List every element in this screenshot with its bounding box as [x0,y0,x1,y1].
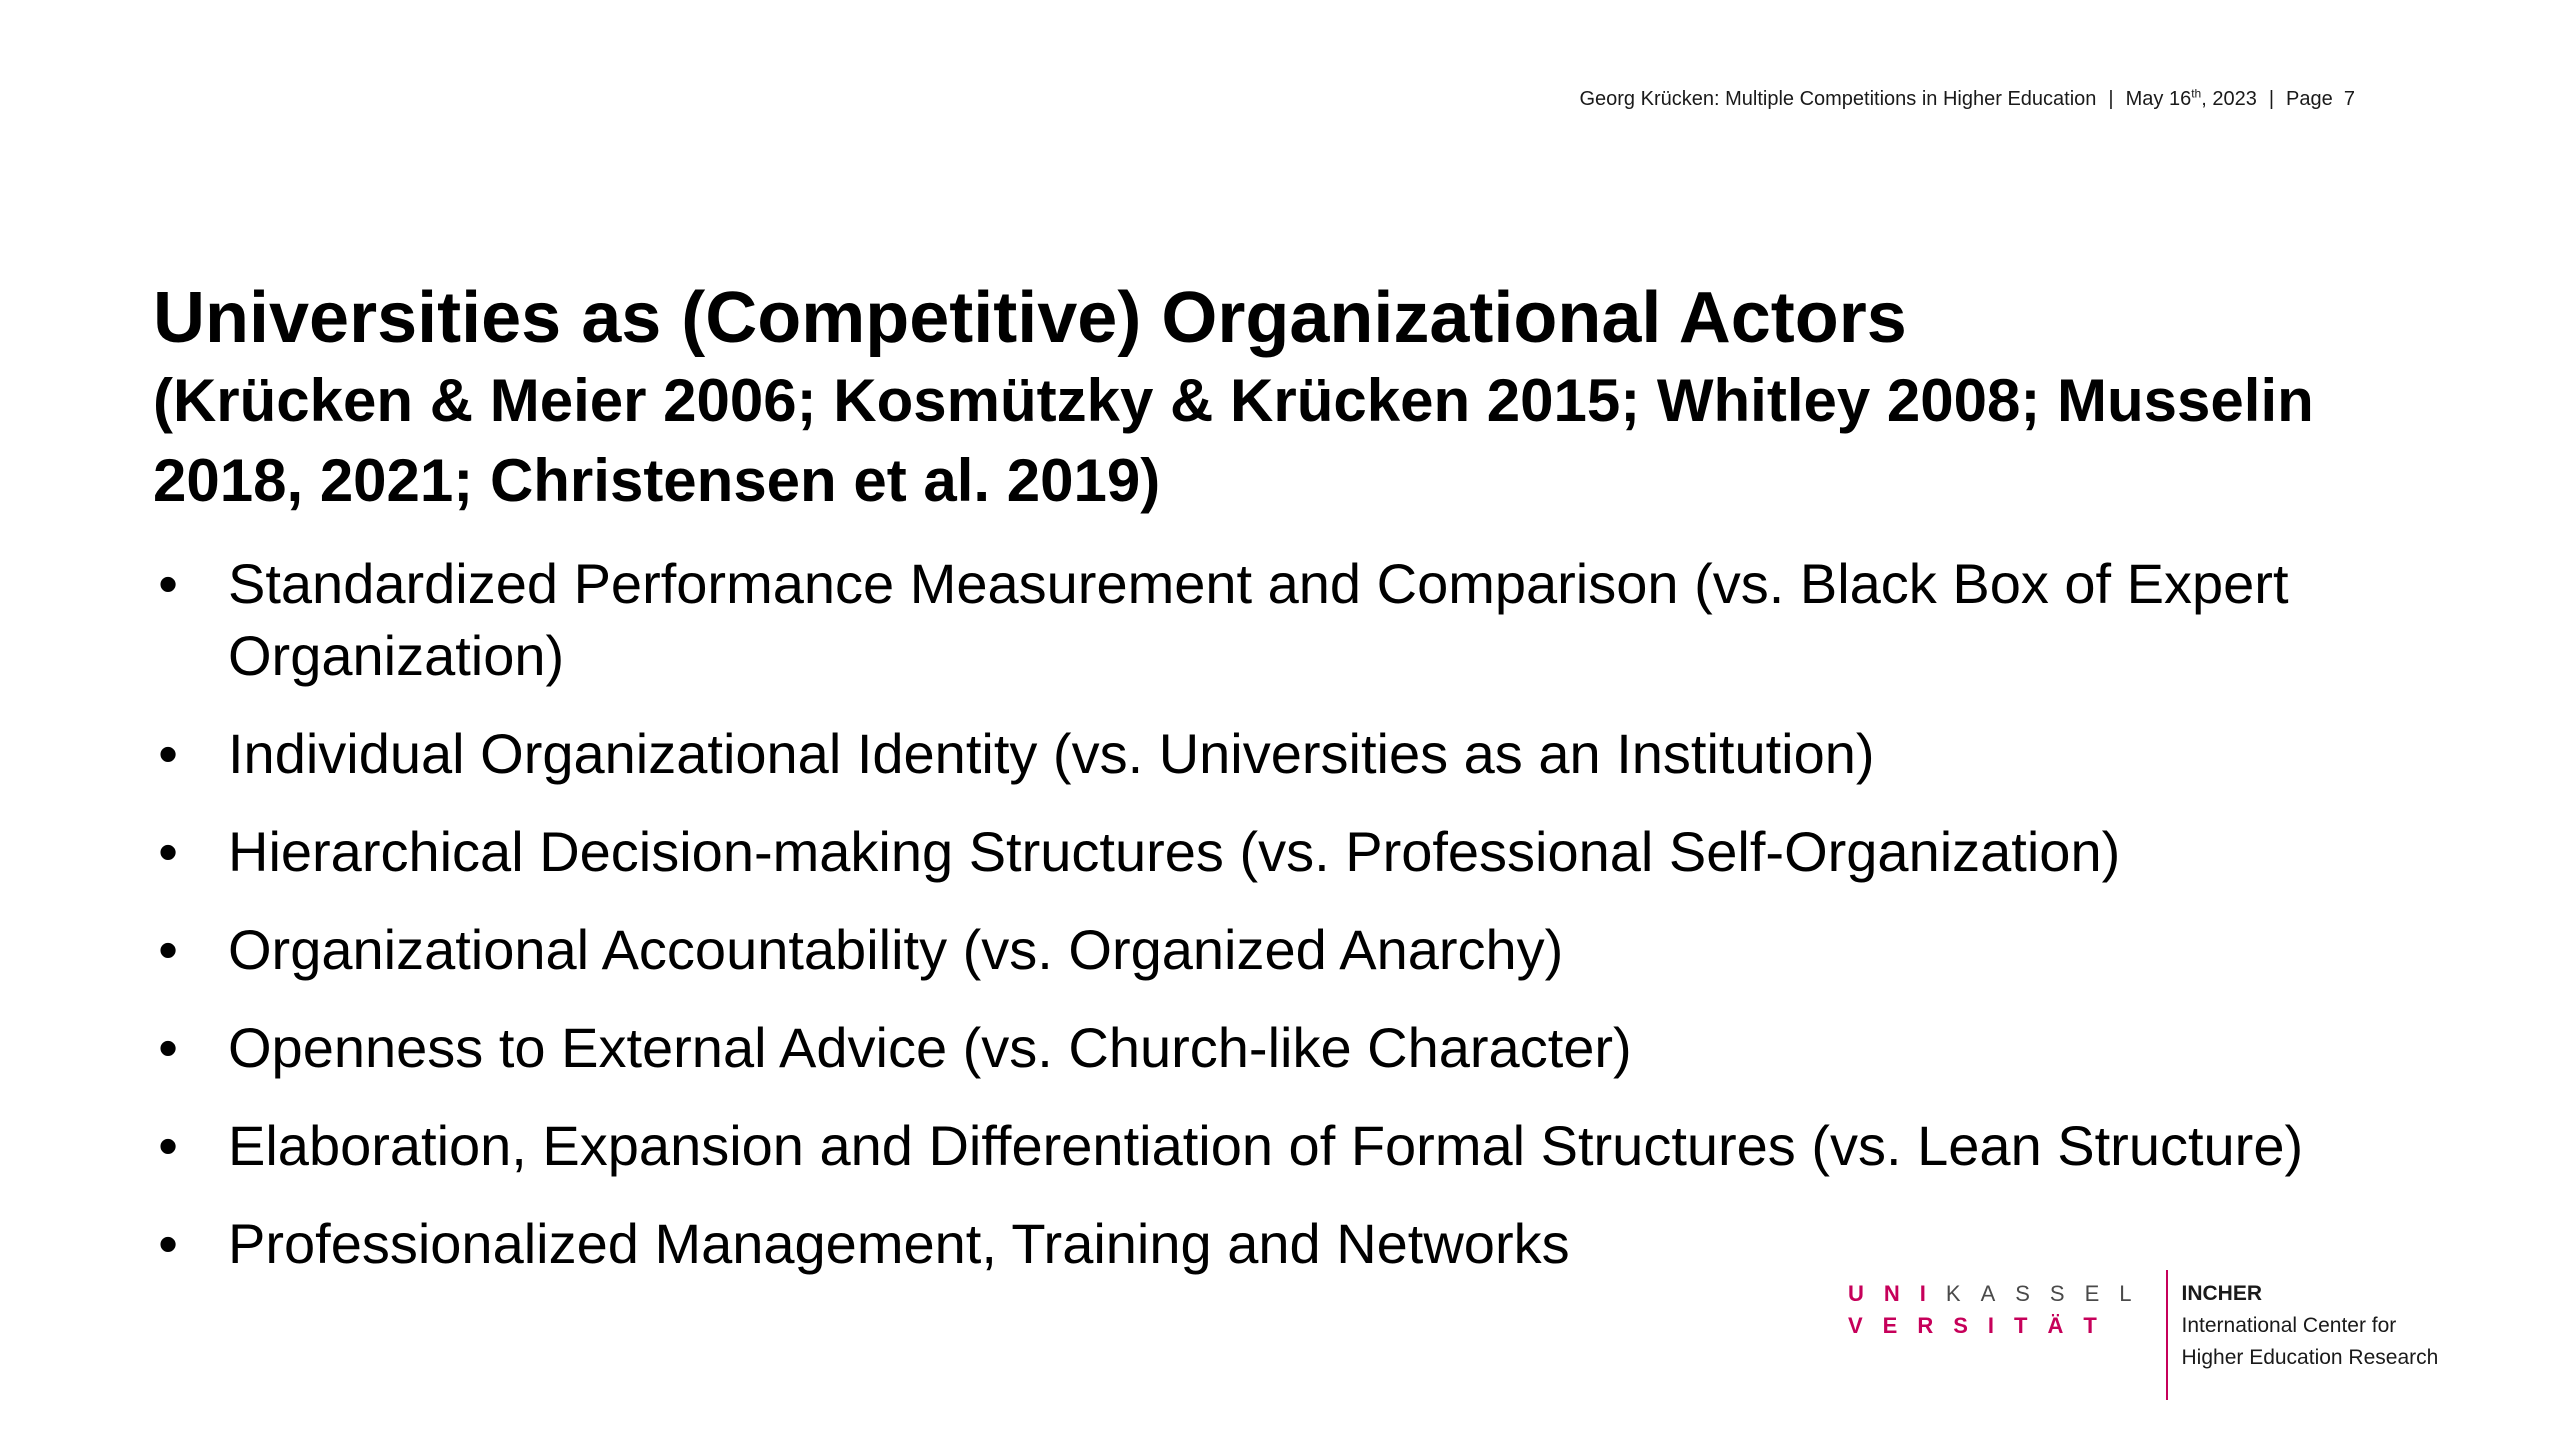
uni-kassel-wordmark [1848,1270,2166,1400]
incher-line-1: International Center for [2181,1314,2397,1337]
bullet-item [153,914,2453,986]
bullet-text: Professionalized Management, Training and Networks [228,1212,1570,1275]
header-page-number: 7 [2343,88,2355,110]
header-date [2126,88,2257,111]
bullet-marker: • [158,918,178,981]
incher-label [2182,1270,2439,1400]
bullet-text: Hierarchical Decision-making Structures (vs. Professional Self-Organization) [228,820,2121,883]
slide-subtitle: (Krücken & Meier 2006; Kosmützky & Krücken 2015; Whitley 2008; Musselin 2018, 2021; Christensen et al. 2019) [153,367,2314,514]
university-logo [1848,1270,2438,1400]
header-author-talk: Georg Krücken: Multiple Competitions in Higher Education [1579,88,2097,110]
wordmark-uni: UNI [1848,1281,1946,1306]
header-date-main: May 16 [2125,88,2192,110]
slide-title: Universities as (Competitive) Organizational Actors [153,278,1907,358]
bullet-marker: • [158,1212,178,1275]
wordmark-line-2 [1848,1310,2152,1342]
header-date-year: , 2023 [2201,88,2257,110]
bullet-marker: • [158,1016,178,1079]
wordmark-versitaet: VERSITÄT [1848,1313,2117,1338]
wordmark-kassel: KASSEL [1945,1281,2152,1306]
bullet-text: Individual Organizational Identity (vs. Universities as an Institution) [228,722,1875,785]
bullet-text: Standardized Performance Measurement and Comparison (vs. Black Box of Expert Organization) [228,552,2289,687]
slide-header-meta [1579,88,2355,111]
bullet-item [153,816,2453,888]
header-separator: | [2108,88,2114,110]
slide-title-block [153,275,2403,521]
bullet-marker: • [158,820,178,883]
bullet-marker: • [158,722,178,785]
bullet-item [153,718,2453,790]
header-separator: | [2268,88,2275,110]
bullet-text: Openness to External Advice (vs. Church-like Character) [228,1016,1632,1079]
bullet-list [153,548,2453,1306]
bullet-text: Elaboration, Expansion and Differentiation of Formal Structures (vs. Lean Structure) [228,1114,2304,1177]
bullet-marker: • [158,1114,178,1177]
header-page-label: Page [2286,88,2333,110]
logo-divider [2166,1270,2168,1400]
bullet-item [153,548,2453,692]
bullet-text: Organizational Accountability (vs. Organized Anarchy) [228,918,1564,981]
wordmark-line-1 [1848,1278,2152,1310]
bullet-marker: • [158,552,178,615]
incher-name: INCHER [2181,1282,2263,1305]
header-date-sup: th [2191,86,2202,101]
incher-line-2: Higher Education Research [2181,1346,2439,1369]
bullet-item [153,1012,2453,1084]
bullet-item [153,1110,2453,1182]
